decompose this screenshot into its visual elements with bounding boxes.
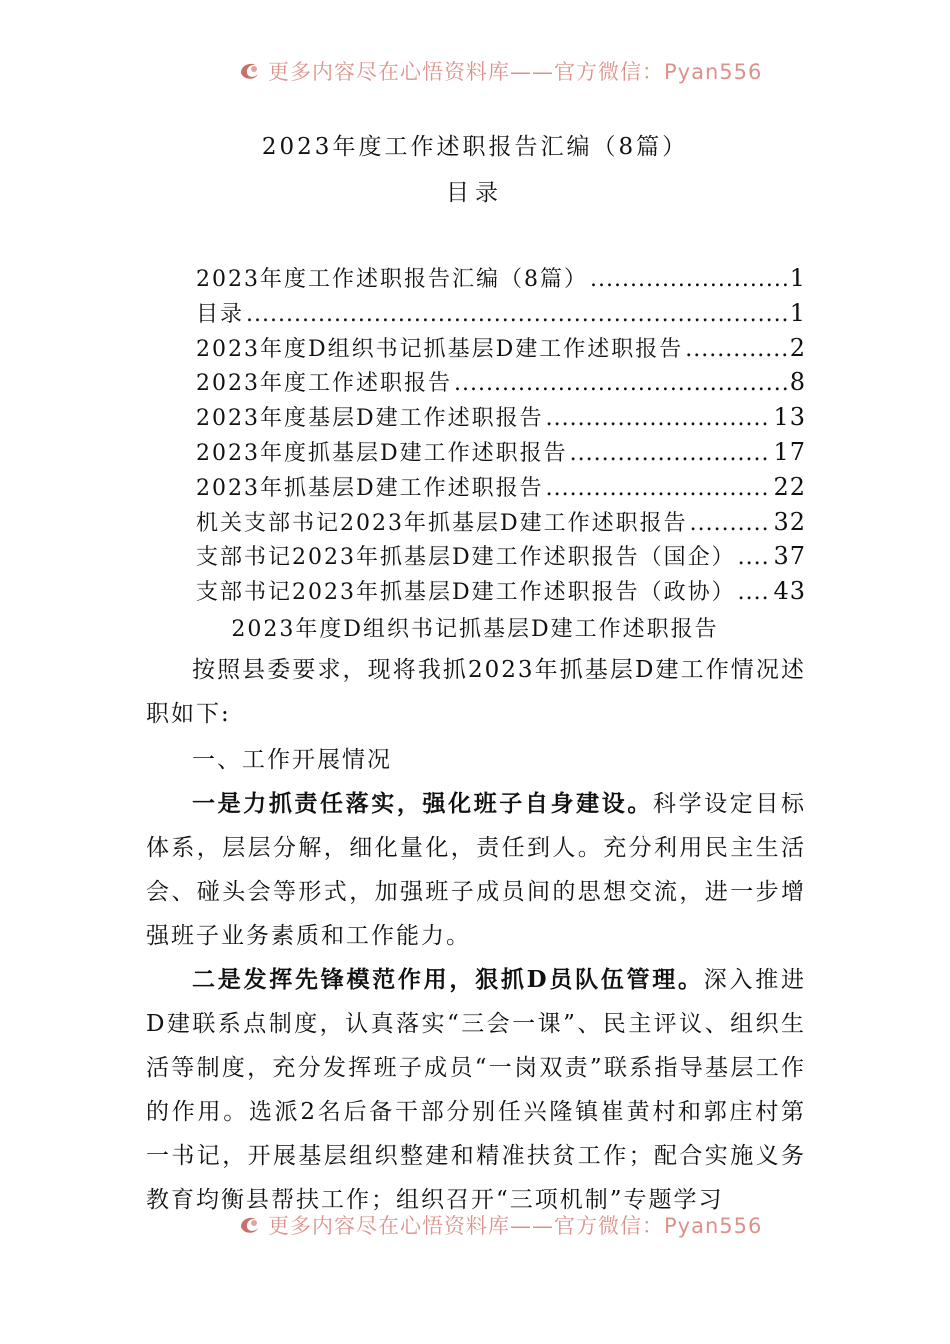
toc-entry-label: 2023年度工作述职报告 [196,371,452,397]
toc-entry[interactable] [196,436,806,471]
toc-entry-label: 2023年度D组织书记抓基层D建工作述职报告 [196,336,684,362]
toc-leader-dots [685,337,787,362]
paragraph-lead: 一是力抓责任落实，强化班子自身建设。 [192,790,653,817]
toc-entry-page: 8 [789,368,806,397]
toc-leader-dots [690,511,772,536]
toc-entry-label: 机关支部书记2023年抓基层D建工作述职报告 [196,510,688,536]
toc-entry-label: 2023年度工作述职报告汇编（8篇） [196,267,588,292]
toc-entry[interactable] [196,262,806,297]
toc-entry[interactable] [196,471,806,506]
toc-leader-dots [570,441,772,466]
document-body [146,648,806,1222]
toc-entry-page: 1 [789,264,806,292]
toc-entry-label: 2023年度基层D建工作述职报告 [196,406,544,432]
toc-leader-dots [246,302,788,327]
toc-entry[interactable] [196,332,806,367]
toc-entry[interactable] [196,366,806,401]
toc-entry-label: 目录 [196,301,245,327]
toc-leader-dots [738,580,772,605]
watermark-text: 更多内容尽在心悟资料库——官方微信：Pyan556 [268,1214,763,1238]
toc-entry-page: 2 [789,333,806,362]
toc-entry[interactable] [196,575,806,610]
toc-entry[interactable] [196,506,806,541]
toc-entry[interactable] [196,540,806,575]
logo-icon [238,59,262,83]
document-title: 2023年度工作述职报告汇编（8篇） [261,134,689,160]
toc-entry-page: 32 [773,507,806,536]
toc-entry-label: 支部书记2023年抓基层D建工作述职报告（政协） [196,580,736,606]
table-of-contents [196,262,806,610]
toc-entry-page: 13 [773,403,806,432]
section-heading: 2023年度D组织书记抓基层D建工作述职报告 [231,617,719,642]
toc-entry[interactable] [196,401,806,436]
paragraph-text: 科学设定目标体系，层层分解，细化量化，责任到人。充分利用民主生活会、碰头会等形式，加强班子成员间的思想交流，进一步增强班子业务素质和工作能力。 [146,791,807,949]
toc-entry-page: 37 [773,542,806,571]
toc-leader-dots [546,476,772,501]
intro-paragraph: 按照县委要求，现将我抓2023年抓基层D建工作情况述职如下: [146,657,806,727]
toc-entry-page: 1 [789,298,806,327]
watermark-banner-top [0,52,950,86]
toc-heading: 目录 [446,180,504,206]
toc-entry-page: 22 [773,472,806,501]
part-heading: 一、工作开展情况 [192,747,392,773]
toc-entry-label: 2023年抓基层D建工作述职报告 [196,475,544,501]
toc-leader-dots [590,267,788,292]
toc-entry-label: 支部书记2023年抓基层D建工作述职报告（国企） [196,545,736,571]
logo-icon [238,1213,262,1237]
toc-entry-page: 43 [773,577,806,606]
paragraph-item-2 [146,958,806,1222]
toc-entry-page: 17 [773,437,806,466]
paragraph-text: 深入推进D建联系点制度，认真落实“三会一课”、民主评议、组织生活等制度，充分发挥班子成员“一岗双责”联系指导基层工作的作用。选派2名后备干部分别任兴隆镇崔黄村和郭庄村第一书记，开展基层组织整建和精准扶贫工作；配合实施义务教育均衡县帮扶工作；组织召开“三项机制”专题学习 [146,967,807,1213]
toc-leader-dots [546,406,772,431]
toc-entry[interactable] [196,297,806,332]
toc-leader-dots [454,371,788,396]
watermark-text: 更多内容尽在心悟资料库——官方微信：Pyan556 [268,60,763,84]
toc-leader-dots [738,545,772,570]
watermark-banner-bottom [0,1206,950,1240]
paragraph-item-1 [146,782,806,958]
paragraph-lead: 二是发挥先锋模范作用，狠抓D员队伍管理。 [192,966,704,993]
toc-entry-label: 2023年度抓基层D建工作述职报告 [196,440,568,466]
